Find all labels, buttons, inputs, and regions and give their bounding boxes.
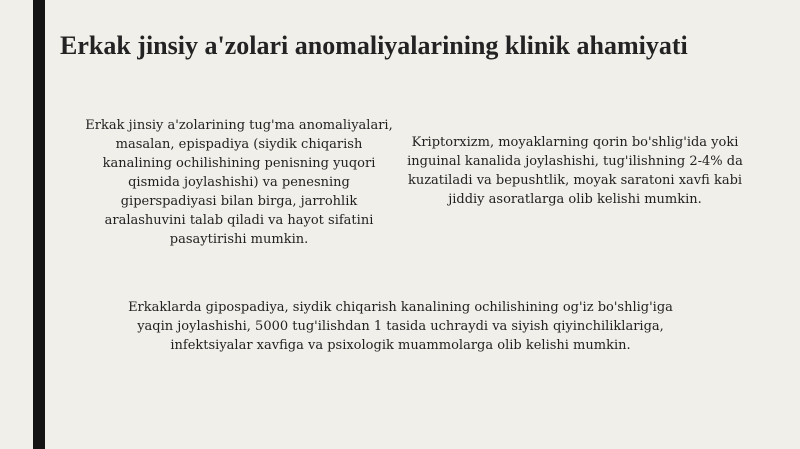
paragraph-epispadias: Erkak jinsiy a'zolarining tug'ma anomaliyalari, masalan, epispadiya (siydik chiqarish kanalining ochilishining penisning yuqori qismida joylashishi) va penesning giperspadiyasi bilan birga, jarrohlik aralashuvini talab qiladi va hayot sifatini pasaytirishi mumkin.: [85, 118, 393, 247]
left-accent-bar: [33, 0, 45, 449]
slide-title: Erkak jinsiy a'zolari anomaliyalarining klinik ahamiyati: [60, 31, 688, 60]
paragraph-hypospadias: Erkaklarda gipospadiya, siydik chiqarish kanalining ochilishining og'iz bo'shlig'iga yaqin joylashishi, 5000 tug'ilishdan 1 tasida uchraydi va siyish qiyinchiliklariga, infektsiyalar xavfiga va psixologik muammolarga olib kelishi mumkin.: [128, 300, 673, 353]
paragraph-cryptorchidism: Kriptorxizm, moyaklarning qorin bo'shlig'ida yoki inguinal kanalida joylashishi, tug'ilishning 2-4% da kuzatiladi va bepushtlik, moyak saratoni xavfi kabi jiddiy asoratlarga olib kelishi mumkin.: [407, 135, 743, 207]
